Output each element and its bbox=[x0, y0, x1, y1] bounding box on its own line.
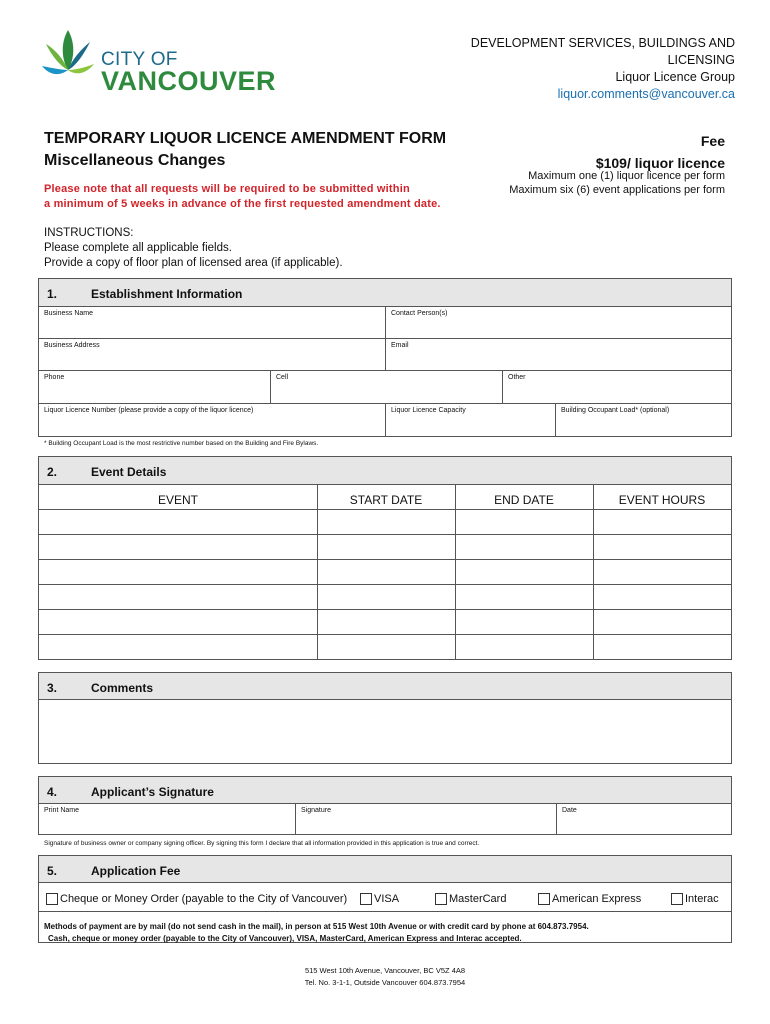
business-name-label: Business Name bbox=[44, 310, 94, 317]
visa-label: VISA bbox=[374, 893, 400, 905]
occupant-load-field[interactable] bbox=[556, 404, 731, 436]
end-date-col-header: END DATE bbox=[494, 493, 554, 507]
fee-amount: $109/ liquor licence bbox=[595, 155, 725, 171]
signature-note: Signature of business owner or company signing officer. By signing this form I declare that all information provided in this application is true and correct. bbox=[44, 840, 480, 847]
occupant-load-note: * Building Occupant Load is the most restrictive number based on the Building and Fire Bylaws. bbox=[44, 440, 319, 447]
date-label: Date bbox=[562, 807, 577, 814]
section-1-header bbox=[38, 278, 732, 307]
section-2-label: Event Details bbox=[91, 465, 167, 479]
max-note-line2: Maximum six (6) event applications per form bbox=[509, 184, 725, 196]
start-date-col-header: START DATE bbox=[349, 493, 423, 507]
section-4-label: Applicant’s Signature bbox=[91, 785, 214, 799]
event-table-lines bbox=[39, 485, 731, 660]
instructions-line1: Please complete all applicable fields. bbox=[44, 242, 232, 254]
form-title-line1: TEMPORARY LIQUOR LICENCE AMENDMENT FORM bbox=[44, 130, 447, 147]
event-hours-col-header: EVENT HOURS bbox=[618, 493, 706, 507]
interac-option[interactable] bbox=[671, 893, 719, 905]
instructions bbox=[44, 226, 343, 271]
section-1-number: 1. bbox=[47, 287, 58, 301]
payment-note-line1: Methods of payment are by mail (do not send cash in the mail), in person at 515 West 10th Avenue or with credit card by phone at 604.873.7954. bbox=[44, 922, 589, 931]
address-label: Business Address bbox=[44, 342, 100, 349]
mastercard-option[interactable] bbox=[435, 893, 506, 905]
footer-address: 515 West 10th Avenue, Vancouver, BC V5Z 4A8 bbox=[304, 966, 466, 975]
footer bbox=[0, 965, 770, 989]
city-logo bbox=[38, 22, 277, 102]
print-name-field[interactable] bbox=[39, 804, 296, 834]
event-table bbox=[38, 485, 732, 660]
interac-label: Interac bbox=[685, 893, 719, 905]
amex-label: American Express bbox=[552, 893, 642, 905]
cheque-option[interactable] bbox=[46, 893, 347, 905]
email-label: Email bbox=[391, 342, 409, 349]
warning-note bbox=[44, 182, 441, 212]
visa-option[interactable] bbox=[360, 893, 399, 905]
section-2-number: 2. bbox=[47, 465, 58, 479]
section-3-header bbox=[38, 672, 732, 700]
business-name-field[interactable] bbox=[39, 307, 386, 339]
amex-checkbox[interactable] bbox=[538, 893, 550, 905]
date-field[interactable] bbox=[557, 804, 731, 834]
interac-checkbox[interactable] bbox=[671, 893, 683, 905]
warning-line1: Please note that all requests will be required to be submitted within bbox=[44, 183, 410, 195]
leaf-icon bbox=[38, 22, 98, 94]
logo-city-text: CITY OF bbox=[101, 49, 178, 70]
instructions-line2: Provide a copy of floor plan of licensed area (if applicable). bbox=[44, 257, 343, 269]
capacity-label: Liquor Licence Capacity bbox=[391, 407, 466, 414]
amex-option[interactable] bbox=[538, 893, 641, 905]
phone-label: Phone bbox=[44, 374, 65, 381]
cheque-checkbox[interactable] bbox=[46, 893, 58, 905]
department-header bbox=[471, 35, 735, 103]
section-5-label: Application Fee bbox=[91, 864, 181, 878]
form-title-line2: Miscellaneous Changes bbox=[44, 152, 226, 169]
licence-number-field[interactable] bbox=[39, 404, 386, 436]
occupant-load-label: Building Occupant Load* (optional) bbox=[561, 407, 670, 414]
payment-divider bbox=[39, 911, 731, 912]
mastercard-checkbox[interactable] bbox=[435, 893, 447, 905]
print-name-label: Print Name bbox=[44, 807, 80, 814]
contact-label: Contact Person(s) bbox=[391, 310, 448, 317]
visa-checkbox[interactable] bbox=[360, 893, 372, 905]
signature-field[interactable] bbox=[296, 804, 557, 834]
capacity-field[interactable] bbox=[386, 404, 556, 436]
fee-label: Fee bbox=[700, 133, 725, 149]
fee-block bbox=[596, 130, 725, 174]
section-3-label: Comments bbox=[91, 681, 154, 695]
cell-label: Cell bbox=[276, 374, 289, 381]
signature-grid bbox=[38, 804, 732, 835]
section-5-number: 5. bbox=[47, 864, 58, 878]
section-5-header bbox=[38, 855, 732, 883]
payment-note-line2: Cash, cheque or money order (payable to the City of Vancouver), VISA, MasterCard, American Express and Interac accepted. bbox=[48, 934, 522, 943]
section-1-label: Establishment Information bbox=[91, 287, 243, 301]
max-note bbox=[509, 169, 725, 197]
signature-label: Signature bbox=[301, 807, 331, 814]
dept-line2: LICENSING bbox=[667, 53, 735, 67]
payment-note bbox=[44, 921, 589, 945]
other-label: Other bbox=[508, 374, 526, 381]
max-note-line1: Maximum one (1) liquor licence per form bbox=[528, 170, 725, 182]
dept-line3: Liquor Licence Group bbox=[615, 70, 735, 84]
footer-phone: Tel. No. 3-1-1, Outside Vancouver 604.873.7954 bbox=[304, 978, 466, 987]
email-field[interactable] bbox=[386, 339, 731, 371]
section-4-number: 4. bbox=[47, 785, 58, 799]
comments-field[interactable] bbox=[38, 700, 732, 764]
section-3-number: 3. bbox=[47, 681, 58, 695]
address-field[interactable] bbox=[39, 339, 386, 371]
other-field[interactable] bbox=[503, 371, 731, 404]
dept-email-link[interactable]: liquor.comments@vancouver.ca bbox=[557, 87, 735, 101]
dept-line1: DEVELOPMENT SERVICES, BUILDINGS AND bbox=[470, 36, 735, 50]
event-col-header: EVENT bbox=[157, 493, 198, 507]
mastercard-label: MasterCard bbox=[449, 893, 507, 905]
phone-field[interactable] bbox=[39, 371, 271, 404]
contact-field[interactable] bbox=[386, 307, 731, 339]
establishment-grid bbox=[38, 307, 732, 437]
logo-vancouver-text: VANCOUVER bbox=[101, 66, 277, 96]
cheque-label: Cheque or Money Order (payable to the City of Vancouver) bbox=[60, 893, 348, 905]
instructions-head: INSTRUCTIONS: bbox=[44, 227, 134, 239]
cell-field[interactable] bbox=[271, 371, 503, 404]
form-title bbox=[44, 128, 446, 172]
section-2-header bbox=[38, 456, 732, 485]
warning-line2: a minimum of 5 weeks in advance of the first requested amendment date. bbox=[44, 198, 441, 210]
licence-number-label: Liquor Licence Number (please provide a copy of the liquor licence) bbox=[44, 407, 254, 414]
section-4-header bbox=[38, 776, 732, 804]
